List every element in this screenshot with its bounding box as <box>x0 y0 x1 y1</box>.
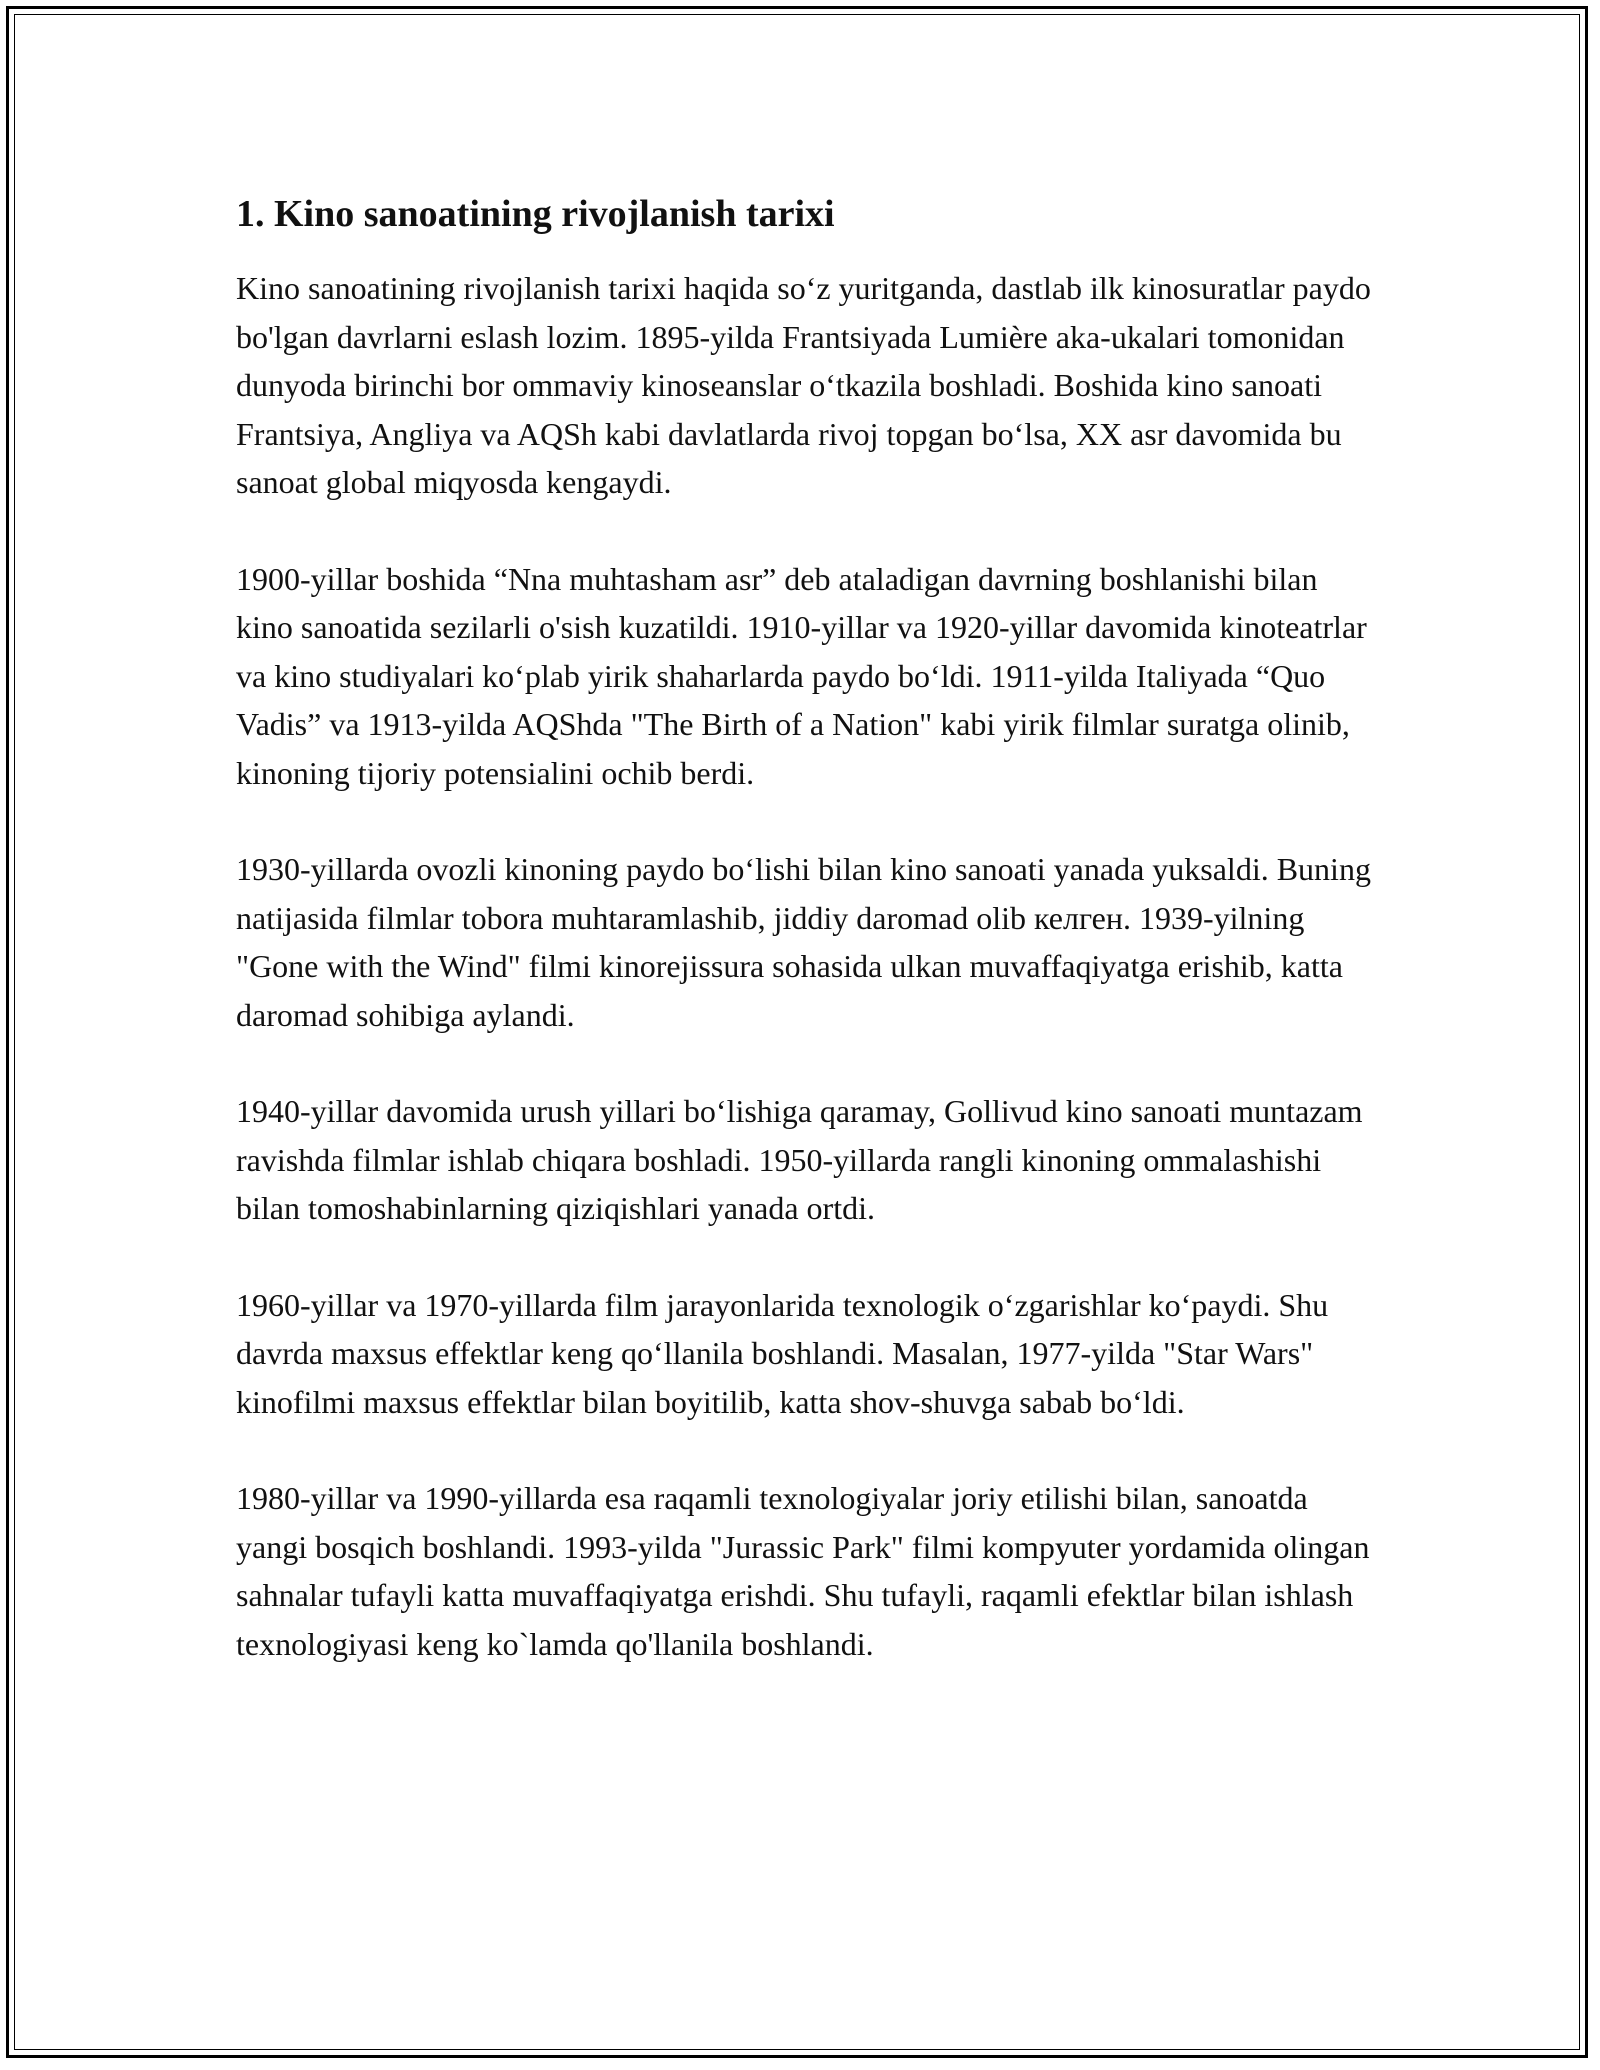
paragraph-2: 1900-yillar boshida “Nna muhtasham asr” deb ataladigan davrning boshlanishi bilan kino sanoatida sezilarli o'sish kuzatildi. 1910-yillar va 1920-yillar davomida kinoteatrlar va kino studiyalari ko‘plab yirik shaharlarda paydo bo‘ldi. 1911-yilda Italiyada “Quo Vadis” va 1913-yilda AQShda "The Birth of a Nation" kabi yirik filmlar suratga olinib, kinoning tijoriy potensialini ochib berdi. <box>236 560 1367 791</box>
paragraph-6: 1980-yillar va 1990-yillarda esa raqamli texnologiyalar joriy etilishi bilan, sanoatda yangi bosqich boshlandi. 1993-yilda "Jurassic Park" filmi kompyuter yordamida olingan sahnalar tufayli katta muvaffaqiyatga erishdi. Shu tufayli, raqamli efektlar bilan ishlash texnologiyasi keng ko`lamda qo'llanila boshlandi. <box>236 1480 1370 1662</box>
paragraph-1: Kino sanoatining rivojlanish tarixi haqida so‘z yuritganda, dastlab ilk kinosuratlar paydo bo'lgan davrlarni eslash lozim. 1895-yilda Frantsiyada Lumière aka-ukalari tomonidan dunyoda birinchi bor ommaviy kinoseanslar o‘tkazila boshladi. Boshida kino sanoati Frantsiya, Angliya va AQSh kabi davlatlarda rivoj topgan bo‘lsa, XX asr davomida bu sanoat global miqyosda kengaydi. <box>236 270 1371 500</box>
section-heading: 1. Kino sanoatining rivojlanish tarixi <box>236 193 835 235</box>
paragraph-5: 1960-yillar va 1970-yillarda film jarayonlarida texnologik o‘zgarishlar ko‘paydi. Shu davrda maxsus effektlar keng qo‘llanila boshlandi. Masalan, 1977-yilda "Star Wars" kinofilmi maxsus effektlar bilan boyitilib, katta shov-shuvga sabab bo‘ldi. <box>236 1286 1329 1420</box>
document-body <box>236 188 1376 1716</box>
paragraph-3: 1930-yillarda ovozli kinoning paydo bo‘lishi bilan kino sanoati yanada yuksaldi. Buning natijasida filmlar tobora muhtaramlashib, jiddiy daromad olib келген. 1939-yilning "Gone with the Wind" filmi kinorejissura sohasida ulkan muvaffaqiyatga erishib, katta daromad sohibiga aylandi. <box>236 851 1371 1033</box>
paragraph-4: 1940-yillar davomida urush yillari bo‘lishiga qaramay, Gollivud kino sanoati muntazam ravishda filmlar ishlab chiqara boshladi. 1950-yillarda rangli kinoning ommalashishi bilan tomoshabinlarning qiziqishlari yanada ortdi. <box>236 1093 1363 1226</box>
